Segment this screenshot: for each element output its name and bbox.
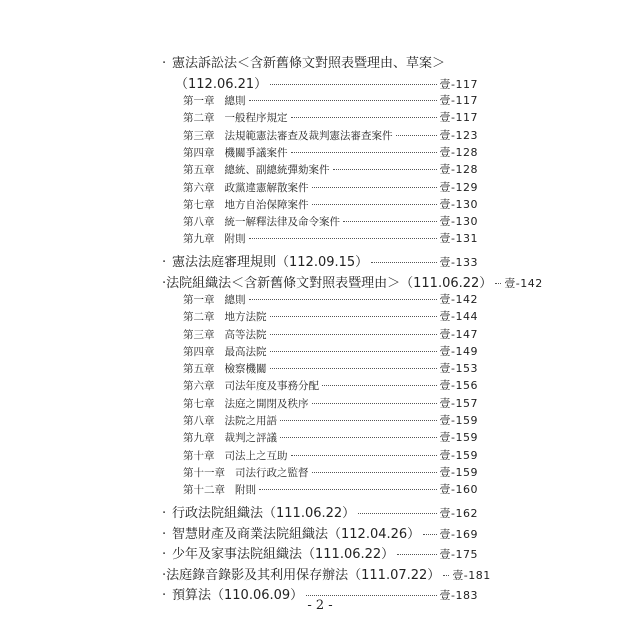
page-ref: 壹-123 <box>439 128 478 142</box>
entry-title: 機關爭議案件 <box>224 146 288 159</box>
dot-leader <box>312 204 437 205</box>
toc-entry-row <box>162 523 478 542</box>
page-ref: 壹-169 <box>439 527 478 541</box>
chapter-number: 第二章 <box>183 311 215 324</box>
page-ref: 壹-147 <box>439 327 478 341</box>
entry-title: 一般程序規定 <box>224 112 288 125</box>
dot-leader <box>343 221 437 222</box>
dot-leader <box>443 575 449 576</box>
page-ref: 壹-183 <box>439 589 478 603</box>
toc-chapter-row <box>183 230 478 246</box>
chapter-number: 第九章 <box>183 432 215 445</box>
bullet-icon: ‧ <box>162 547 167 563</box>
chapter-number: 第六章 <box>183 181 215 194</box>
page-ref: 壹-159 <box>439 414 478 427</box>
chapter-number: 第八章 <box>183 216 215 229</box>
chapter-number: 第一章 <box>183 95 215 107</box>
toc-entry-row <box>175 73 478 92</box>
page-ref: 壹-159 <box>439 431 478 445</box>
toc-entry-row <box>162 251 478 270</box>
page-ref: 壹-129 <box>439 180 478 194</box>
dot-leader <box>249 100 437 101</box>
dot-leader <box>322 385 437 386</box>
bullet-icon: ‧ <box>162 275 167 291</box>
entry-title: 統一解釋法律及命令案件 <box>224 216 340 229</box>
chapter-number: 第八章 <box>183 415 215 427</box>
entry-title: 法院之用語 <box>224 415 277 427</box>
toc-chapter-row <box>183 360 478 376</box>
chapter-number: 第四章 <box>183 146 215 159</box>
entry-title: 憲法訴訟法＜含新舊條文對照表暨理由、草案＞ <box>172 56 446 71</box>
entry-title: 檢察機關 <box>224 363 267 376</box>
page-ref: 壹-131 <box>439 232 478 246</box>
chapter-number: 第五章 <box>183 363 215 376</box>
chapter-number: 第五章 <box>183 164 215 177</box>
entry-title: 高等法院 <box>224 328 267 341</box>
dot-leader <box>371 262 436 263</box>
entry-title: 地方自治保障案件 <box>224 198 309 211</box>
page-ref: 壹-130 <box>439 215 478 229</box>
entry-title: 附則 <box>235 484 256 497</box>
entry-title: 總統、副總統彈劾案件 <box>224 164 330 177</box>
dot-leader <box>280 437 437 438</box>
dot-leader <box>312 472 437 473</box>
chapter-number: 第一章 <box>183 293 215 306</box>
entry-title: 智慧財產及商業法院組織法（112.04.26） <box>172 526 421 542</box>
entry-title: 司法年度及事務分配 <box>224 380 319 393</box>
chapter-number: 第七章 <box>183 198 215 211</box>
page-ref: 壹-153 <box>439 362 478 376</box>
entry-title: 最高法院 <box>224 345 267 358</box>
toc-chapter-row <box>183 464 478 480</box>
page-ref: 壹-159 <box>439 465 478 479</box>
dot-leader <box>306 595 436 596</box>
page-ref: 壹-144 <box>439 310 478 324</box>
toc-entry-row <box>162 564 491 583</box>
toc-chapter-row <box>183 92 478 108</box>
toc-chapter-row <box>183 447 478 463</box>
toc-chapter-row <box>183 343 478 359</box>
dot-leader <box>358 513 436 514</box>
dot-leader <box>312 403 437 404</box>
entry-title: 司法行政之監督 <box>235 466 309 479</box>
page-ref: 壹-149 <box>439 344 478 358</box>
entry-title: 法規範憲法審查及裁判憲法審查案件 <box>224 129 393 142</box>
chapter-number: 第四章 <box>183 345 215 358</box>
page-ref: 壹-156 <box>439 379 478 393</box>
toc-chapter-row <box>183 326 478 342</box>
dot-leader <box>312 187 437 188</box>
page-ref: 壹-117 <box>439 78 478 91</box>
entry-title: 預算法（110.06.09） <box>172 588 304 604</box>
bullet-icon: ‧ <box>162 567 167 583</box>
bullet-icon: ‧ <box>162 255 167 271</box>
chapter-number: 第七章 <box>183 397 215 410</box>
dot-leader <box>423 534 436 535</box>
dot-leader <box>270 84 436 85</box>
entry-title: 法庭錄音錄影及其利用保存辦法（111.07.22） <box>166 567 441 583</box>
chapter-number: 第二章 <box>183 112 215 125</box>
entry-title: 總則 <box>224 95 246 107</box>
entry-title: 法庭之開閉及秩序 <box>224 397 309 410</box>
chapter-number: 第十二章 <box>183 484 225 497</box>
page-ref: 壹-117 <box>439 94 478 107</box>
chapter-number: 第三章 <box>183 328 215 341</box>
toc-chapter-row <box>183 179 478 195</box>
dot-leader <box>259 489 437 490</box>
bullet-icon: ‧ <box>162 56 167 71</box>
dot-leader <box>495 283 501 284</box>
dot-leader <box>270 351 437 352</box>
page-ref: 壹-117 <box>439 111 478 125</box>
bullet-icon: ‧ <box>162 506 167 522</box>
toc-chapter-row <box>183 377 478 393</box>
toc-chapter-row <box>183 161 478 177</box>
entry-title: 附則 <box>224 233 246 246</box>
dot-leader <box>291 455 437 456</box>
page-ref: 壹-159 <box>439 448 478 462</box>
toc-chapter-row <box>183 429 478 445</box>
entry-title: 司法上之互助 <box>224 449 288 462</box>
dot-leader <box>333 169 437 170</box>
toc-chapter-row <box>183 144 478 160</box>
chapter-number: 第九章 <box>183 233 215 246</box>
toc-chapter-row <box>183 196 478 212</box>
dot-leader <box>280 420 437 421</box>
dot-leader <box>249 238 437 239</box>
toc-entry-row <box>162 543 478 562</box>
entry-title: 法院組織法＜含新舊條文對照表暨理由＞（111.06.22） <box>166 275 493 291</box>
bullet-icon: ‧ <box>162 588 167 604</box>
dot-leader <box>396 135 437 136</box>
page-ref: 壹-181 <box>452 568 491 582</box>
page-ref: 壹-128 <box>439 163 478 177</box>
entry-title: （112.06.21） <box>175 77 268 92</box>
dot-leader <box>270 334 437 335</box>
toc-chapter-row <box>183 291 478 307</box>
chapter-number: 第十章 <box>183 449 215 462</box>
entry-title: 憲法法庭審理規則（112.09.15） <box>172 255 369 271</box>
toc-chapter-row <box>183 213 478 229</box>
dot-leader <box>270 316 437 317</box>
entry-title: 少年及家事法院組織法（111.06.22） <box>172 547 395 563</box>
dot-leader <box>249 299 437 300</box>
toc-chapter-row <box>183 127 478 143</box>
dot-leader <box>291 152 437 153</box>
toc-entry-row <box>162 502 478 521</box>
entry-title: 行政法院組織法（111.06.22） <box>172 506 356 522</box>
page-ref: 壹-130 <box>439 197 478 211</box>
page-ref: 壹-175 <box>439 548 478 562</box>
dot-leader <box>291 117 437 118</box>
chapter-number: 第三章 <box>183 129 215 142</box>
toc-entry-row <box>162 272 543 291</box>
page-ref: 壹-128 <box>439 145 478 159</box>
toc-chapter-row <box>183 395 478 411</box>
toc-chapter-row <box>183 308 478 324</box>
page-ref: 壹-160 <box>439 483 478 497</box>
toc-entry-row <box>162 52 478 71</box>
page-ref: 壹-142 <box>504 276 543 290</box>
toc-chapter-row <box>183 109 478 125</box>
chapter-number: 第六章 <box>183 380 215 393</box>
page-ref: 壹-157 <box>439 396 478 410</box>
bullet-icon: ‧ <box>162 526 167 542</box>
page-number: - 2 - <box>307 598 333 613</box>
entry-title: 政黨違憲解散案件 <box>224 181 309 194</box>
toc-chapter-row <box>183 481 478 497</box>
chapter-number: 第十一章 <box>183 466 225 479</box>
dot-leader <box>397 554 436 555</box>
page-ref: 壹-162 <box>439 507 478 521</box>
toc-chapter-row <box>183 412 478 428</box>
page-ref: 壹-133 <box>439 256 478 270</box>
page-ref: 壹-142 <box>439 292 478 306</box>
entry-title: 地方法院 <box>224 311 267 324</box>
dot-leader <box>270 368 437 369</box>
entry-title: 裁判之評議 <box>224 432 277 445</box>
entry-title: 總則 <box>224 293 246 306</box>
